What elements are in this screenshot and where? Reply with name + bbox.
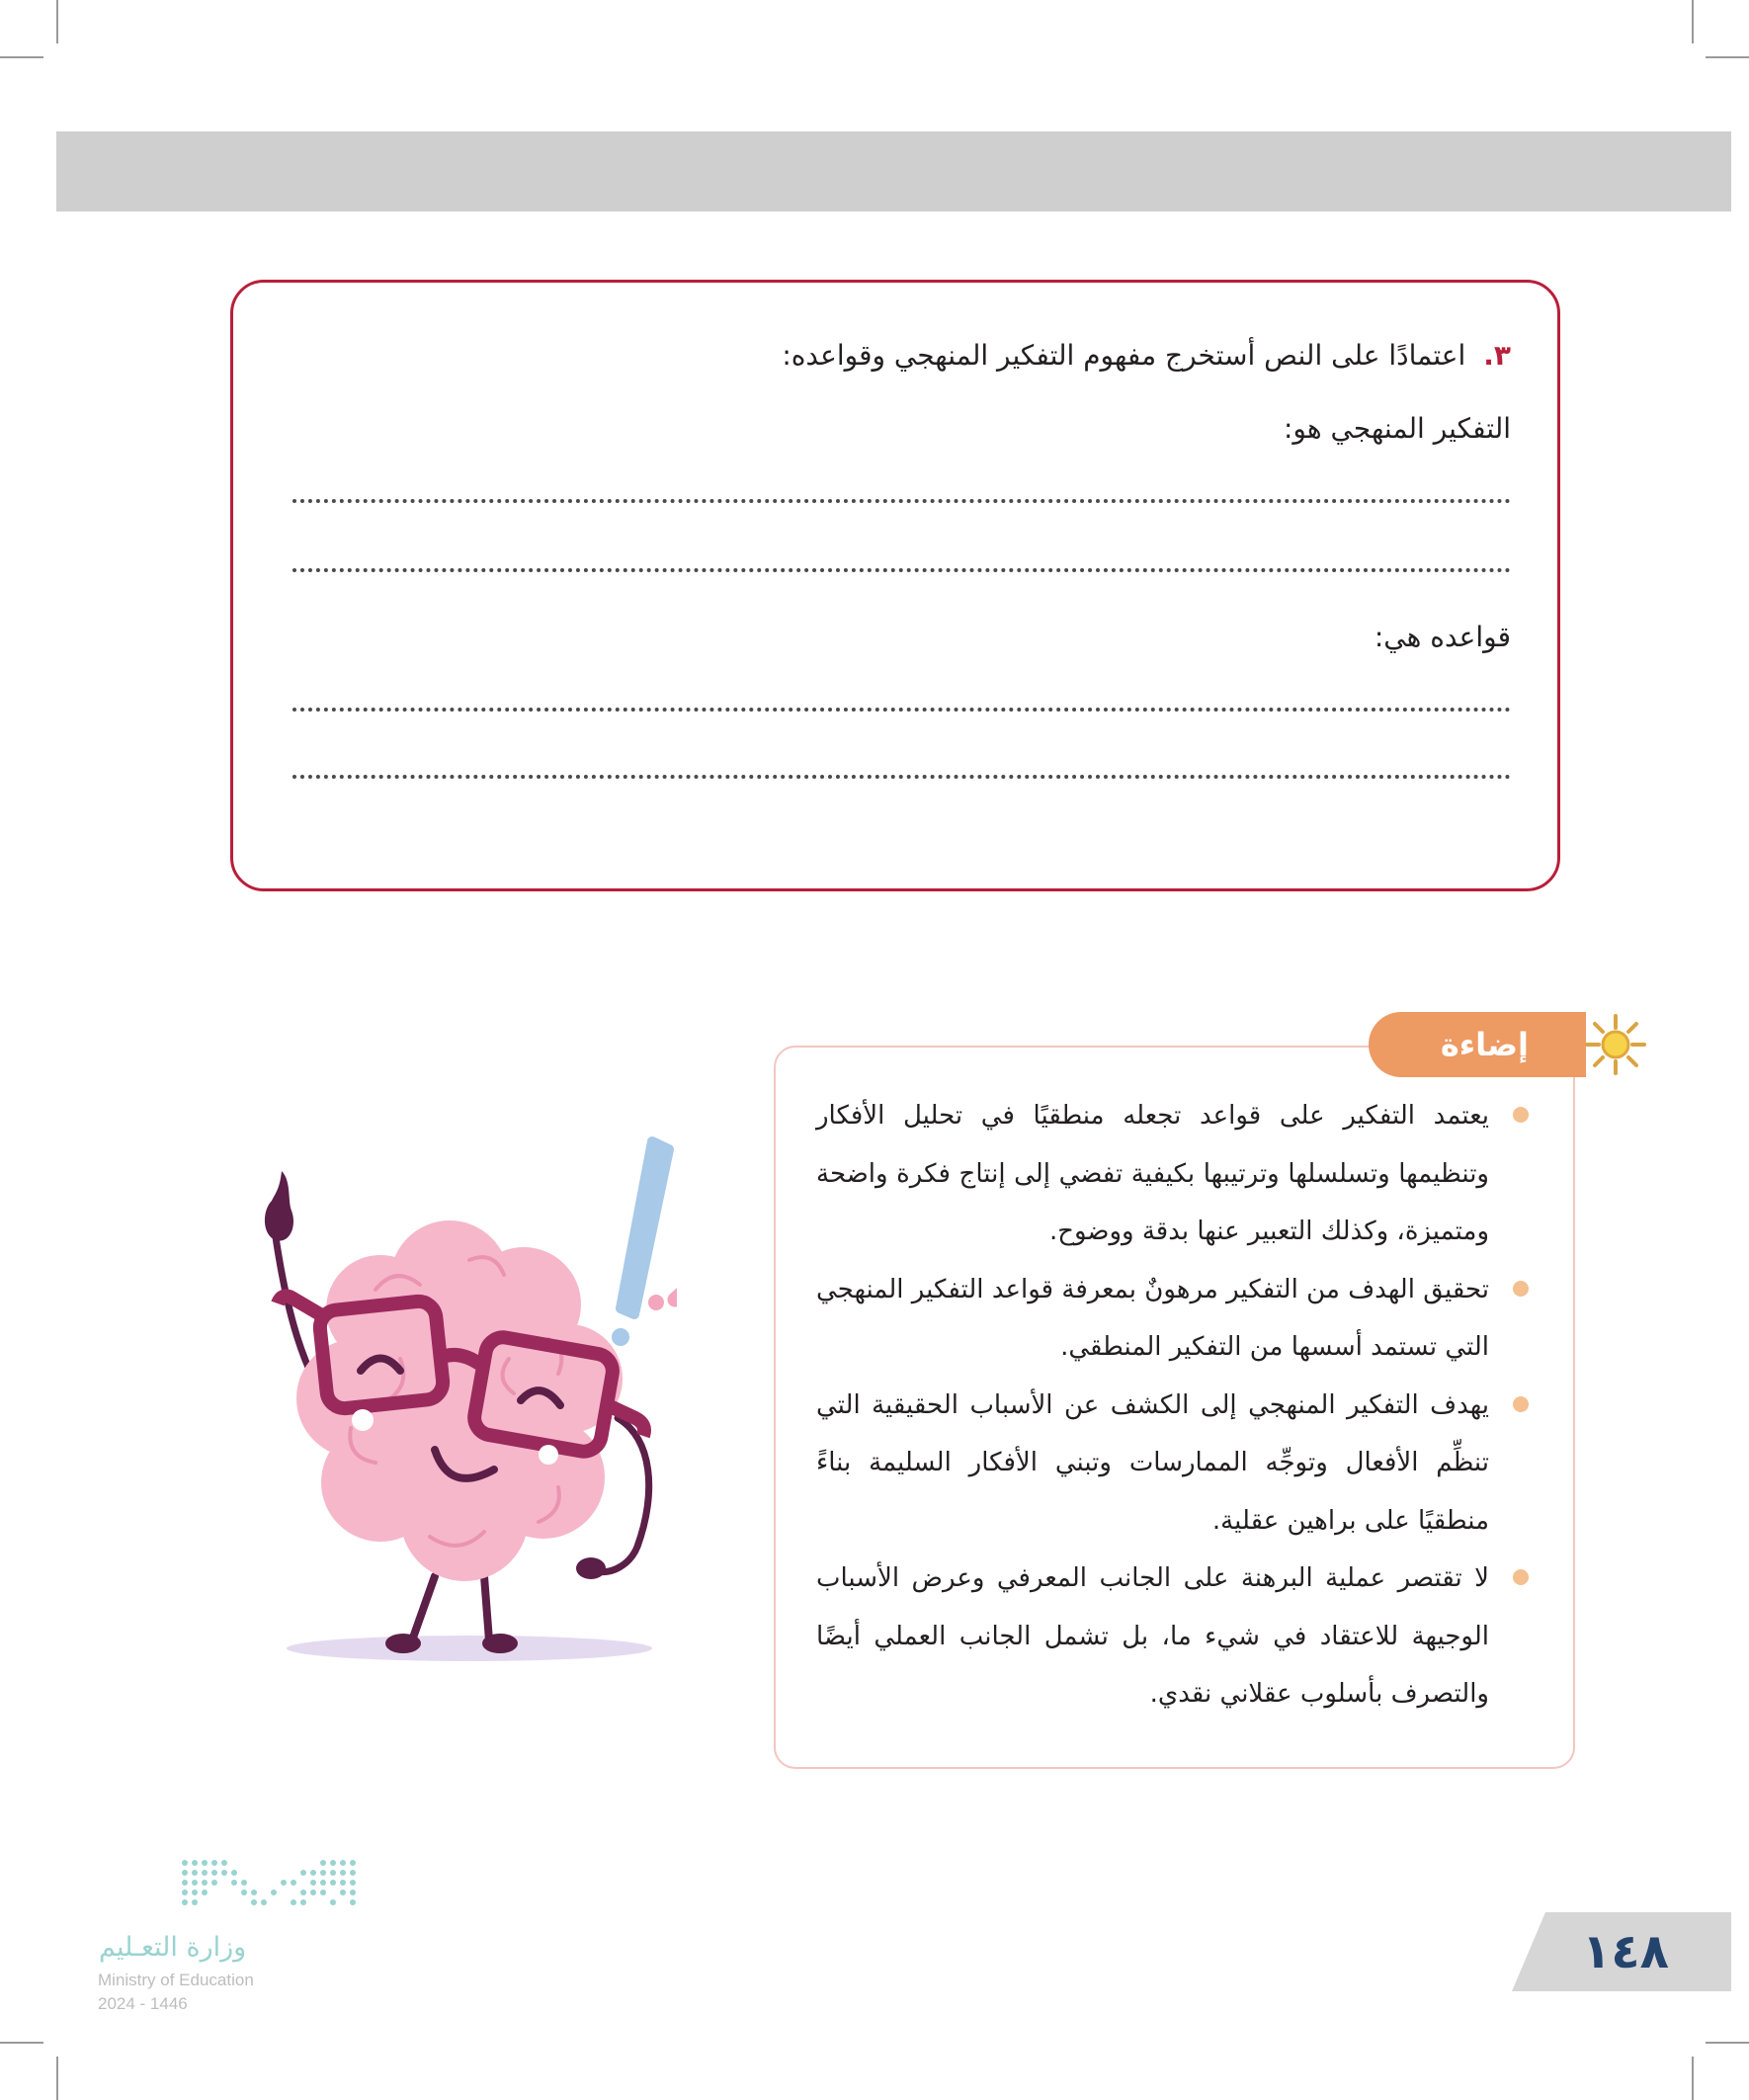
ministry-name-en: Ministry of Education: [98, 1971, 254, 1989]
ministry-name-ar: وزارة التعـليم: [99, 1932, 247, 1963]
crop-mark: [1706, 56, 1749, 58]
bullet-text: يعتمد التفكير على قواعد تجعله منطقيًا في تحليل الأفكار وتنظيمها وتسلسلها وترتيبها بكيفية تفضي إلى إنتاج فكرة واضحة ومتميزة، وكذلك التعبير عنها بدقة ووضوح.: [816, 1101, 1489, 1246]
brain-character-illustration: [262, 1112, 677, 1665]
bullet-item: [816, 1087, 1541, 1261]
answer-line-concept-2[interactable]: [292, 568, 1511, 572]
bullet-text: يهدف التفكير المنهجي إلى الكشف عن الأسباب الحقيقية التي تنظِّم الأفعال وتوجِّه الممارسات وتبني الأفكار السليمة بناءً منطقيًا على براهين عقلية.: [816, 1389, 1489, 1536]
crop-mark: [0, 56, 43, 58]
header-band: [56, 131, 1731, 211]
answer-line-rules-1[interactable]: [292, 708, 1511, 712]
bullet-text: لا تقتصر عملية البرهنة على الجانب المعرفي وعرض الأسباب الوجيهة للاعتقاد في شيء ما، بل تشمل الجانب العملي أيضًا والتصرف بأسلوب عقلاني نقدي.: [816, 1563, 1489, 1709]
crop-mark: [1692, 2057, 1694, 2100]
page-number: ١٤٨: [1582, 1924, 1669, 1979]
exercise-number: ٣.: [1483, 339, 1511, 372]
crop-mark: [1692, 0, 1694, 43]
highlight-bullets: [816, 1087, 1541, 1723]
exercise-question: [782, 339, 1511, 372]
crop-mark: [56, 0, 58, 43]
bullet-dot-icon: [1513, 1281, 1529, 1297]
bullet-dot-icon: [1513, 1569, 1529, 1585]
sun-icon: [1585, 1014, 1646, 1075]
concept-label: التفكير المنهجي هو:: [1283, 412, 1511, 445]
answer-line-rules-2[interactable]: [292, 775, 1511, 779]
ministry-year: 2024 - 1446: [98, 1994, 188, 2013]
crop-mark: [1706, 2042, 1749, 2044]
bullet-item: [816, 1261, 1541, 1377]
bullet-item: [816, 1550, 1541, 1723]
answer-line-concept-1[interactable]: [292, 499, 1511, 503]
crop-mark: [0, 2042, 43, 2044]
bullet-text: تحقيق الهدف من التفكير مرهونٌ بمعرفة قواعد التفكير المنهجي التي تستمد أسسها من التفكير المنطقي.: [816, 1274, 1489, 1362]
exercise-box: [230, 280, 1560, 891]
bullet-dot-icon: [1513, 1107, 1529, 1123]
rules-label: قواعده هي:: [1374, 621, 1511, 653]
crop-mark: [56, 2057, 58, 2100]
highlight-title: إضاءة: [1369, 1012, 1586, 1077]
exercise-question-text: اعتمادًا على النص أستخرج مفهوم التفكير المنهجي وقواعده:: [782, 339, 1466, 372]
bullet-item: [816, 1377, 1541, 1551]
bullet-dot-icon: [1513, 1396, 1529, 1412]
